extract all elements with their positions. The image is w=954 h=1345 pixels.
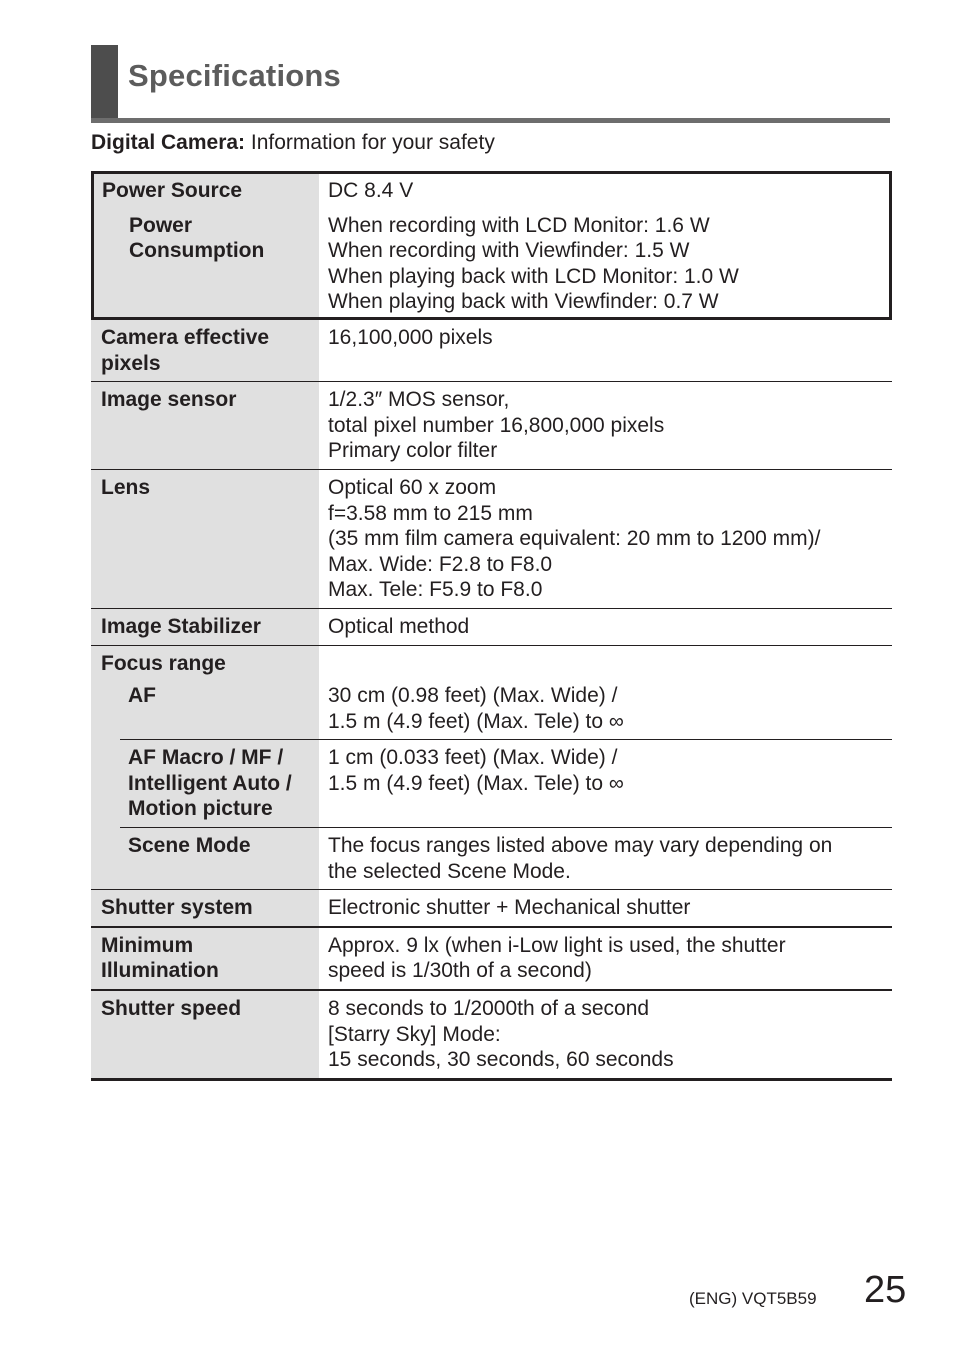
spec-row-shutter-system: [91, 890, 892, 928]
value-line: When playing back with LCD Monitor: 1.0 W: [328, 264, 739, 288]
spec-row-shutter-speed: [91, 991, 892, 1081]
value-line: Optical method: [328, 614, 470, 638]
power-consumption-label: [94, 208, 319, 317]
value-line: 8 seconds to 1/2000th of a second: [328, 997, 650, 1021]
header-accent-bar: [91, 45, 118, 123]
label-line: Image sensor: [101, 388, 237, 412]
label-line: Shutter speed: [101, 997, 242, 1021]
value-line: 15 seconds, 30 seconds, 60 seconds: [328, 1048, 674, 1072]
focus-range-sub-list: [120, 681, 892, 889]
spec-value: [319, 890, 892, 926]
label-line: Illumination: [101, 959, 219, 983]
spec-label: [91, 320, 319, 381]
subtitle-bold: Digital Camera:: [91, 131, 246, 154]
label-line: Shutter system: [101, 896, 253, 920]
value-line: 1/2.3″ MOS sensor,: [328, 388, 510, 412]
focus-range-value: [319, 646, 892, 682]
label-line: Intelligent Auto /: [128, 771, 292, 795]
spec-row-lens: [91, 470, 892, 609]
section-subtitle: [91, 131, 495, 155]
spec-value: [319, 382, 892, 469]
value-line: Max. Wide: F2.8 to F8.0: [328, 552, 553, 576]
value-line: Optical 60 x zoom: [328, 475, 497, 499]
label-line: Image Stabilizer: [101, 614, 261, 638]
page-number: 25: [864, 1269, 907, 1311]
label-line: Scene Mode: [128, 834, 251, 858]
value-line: total pixel number 16,800,000 pixels: [328, 413, 665, 437]
value-line: [Starry Sky] Mode:: [328, 1022, 501, 1046]
focus-sub-label: [120, 681, 319, 739]
spec-label: [91, 890, 319, 926]
subtitle-rest: Information for your safety: [245, 131, 495, 154]
label-line: Camera effective: [101, 325, 270, 349]
value-line: 1 cm (0.033 feet) (Max. Wide) /: [328, 746, 618, 770]
spec-table: [91, 171, 892, 1081]
value-line: When recording with Viewfinder: 1.5 W: [328, 239, 690, 263]
spec-row-effective-pixels: [91, 320, 892, 382]
spec-value: [319, 609, 892, 645]
focus-sub-value: [319, 740, 892, 827]
value-line: speed is 1/30th of a second): [328, 959, 592, 983]
spec-row-image-sensor: [91, 382, 892, 470]
spec-label: [91, 382, 319, 469]
focus-range-label: Focus range: [91, 646, 319, 682]
focus-sub-label: [120, 740, 319, 827]
label-line: Consumption: [129, 239, 265, 263]
document-code: (ENG) VQT5B59: [689, 1289, 817, 1308]
focus-sub-value: [319, 828, 892, 889]
focus-range-gutter: [91, 681, 120, 889]
spec-label: [91, 470, 319, 608]
value-line: When playing back with Viewfinder: 0.7 W: [328, 290, 719, 314]
value-line: Max. Tele: F5.9 to F8.0: [328, 578, 543, 602]
focus-sub-label: [120, 828, 319, 889]
value-line: 1.5 m (4.9 feet) (Max. Tele) to ∞: [328, 771, 624, 795]
value-line: 30 cm (0.98 feet) (Max. Wide) /: [328, 684, 618, 708]
power-source-value: DC 8.4 V: [328, 179, 414, 202]
label-line: Power: [129, 213, 193, 237]
spec-label: [91, 928, 319, 989]
focus-sub-af: [120, 681, 892, 740]
value-line: The focus ranges listed above may vary depending on: [328, 834, 833, 858]
focus-sub-af-macro: [120, 740, 892, 828]
power-row: [91, 171, 892, 320]
label-line: AF Macro / MF /: [128, 746, 284, 770]
label-line: pixels: [101, 351, 161, 375]
power-source-label: Power Source: [94, 174, 319, 208]
spec-value: [319, 928, 892, 989]
value-line: 1.5 m (4.9 feet) (Max. Tele) to ∞: [328, 709, 624, 733]
focus-sub-scene-mode: [120, 828, 892, 889]
value-line: Electronic shutter + Mechanical shutter: [328, 896, 691, 920]
value-line: (35 mm film camera equivalent: 20 mm to 1200 mm)/: [328, 527, 821, 551]
power-consumption-values: [319, 208, 889, 317]
spec-value: [319, 470, 892, 608]
spec-row-image-stabilizer: [91, 609, 892, 646]
value-line: 16,100,000 pixels: [328, 325, 493, 349]
spec-label: [91, 609, 319, 645]
label-line: Motion picture: [128, 797, 273, 821]
label-line: Minimum: [101, 933, 194, 957]
label-line: Lens: [101, 475, 151, 499]
value-line: f=3.58 mm to 215 mm: [328, 501, 533, 525]
focus-sub-value: [319, 681, 892, 739]
label-line: AF: [128, 684, 156, 708]
value-line: When recording with LCD Monitor: 1.6 W: [328, 213, 710, 237]
value-line: Primary color filter: [328, 439, 498, 463]
value-line: Approx. 9 lx (when i-Low light is used, the shutter: [328, 933, 786, 957]
page-title: Specifications: [128, 58, 341, 93]
spec-label: [91, 991, 319, 1078]
spec-value: [319, 320, 892, 381]
spec-row-focus-range: [91, 646, 892, 891]
spec-row-minimum-illumination: [91, 928, 892, 991]
value-line: the selected Scene Mode.: [328, 859, 571, 883]
header-rule: [91, 118, 890, 123]
spec-value: [319, 991, 892, 1078]
